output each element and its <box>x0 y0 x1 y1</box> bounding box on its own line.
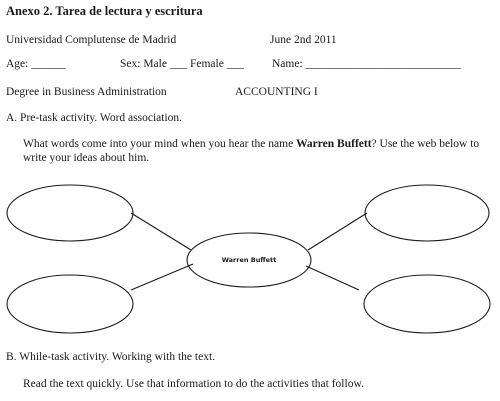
instruction-text-end: ? Use the web below to write your ideas about him. <box>23 138 480 164</box>
section-a-heading: A. Pre-task activity. Word association. <box>6 112 183 124</box>
connector-line-bottom-left <box>131 264 193 290</box>
connector-line-top-right <box>308 213 367 250</box>
idea-bubble-bottom-right[interactable] <box>364 275 490 333</box>
instruction-text-bold: Warren Buffett <box>296 138 372 150</box>
university-name: Universidad Complutense de Madrid <box>6 34 177 46</box>
center-label: Warren Buffett <box>221 256 277 264</box>
idea-bubble-top-right[interactable] <box>365 185 489 241</box>
date: June 2nd 2011 <box>270 34 337 46</box>
connector-line-top-left <box>131 213 191 250</box>
age-field[interactable]: Age: ______ <box>6 58 66 70</box>
section-b-instruction: Read the text quickly. Use that information to do the activities that follow. <box>23 378 364 390</box>
section-b-heading: B. While-task activity. Working with the text. <box>6 351 216 363</box>
name-field[interactable]: Name: ___________________________ <box>272 58 461 70</box>
connector-line-bottom-right <box>306 266 359 290</box>
course-name: ACCOUNTING I <box>235 86 318 98</box>
idea-bubble-top-left[interactable] <box>7 185 133 241</box>
instruction-text-start: What words come into your mind when you hear the name <box>23 138 297 150</box>
document-title: Anexo 2. Tarea de lectura y escritura <box>6 4 203 18</box>
idea-bubble-bottom-left[interactable] <box>7 275 133 333</box>
degree-name: Degree in Business Administration <box>6 86 167 98</box>
sex-field[interactable]: Sex: Male ___ Female ___ <box>120 58 244 70</box>
